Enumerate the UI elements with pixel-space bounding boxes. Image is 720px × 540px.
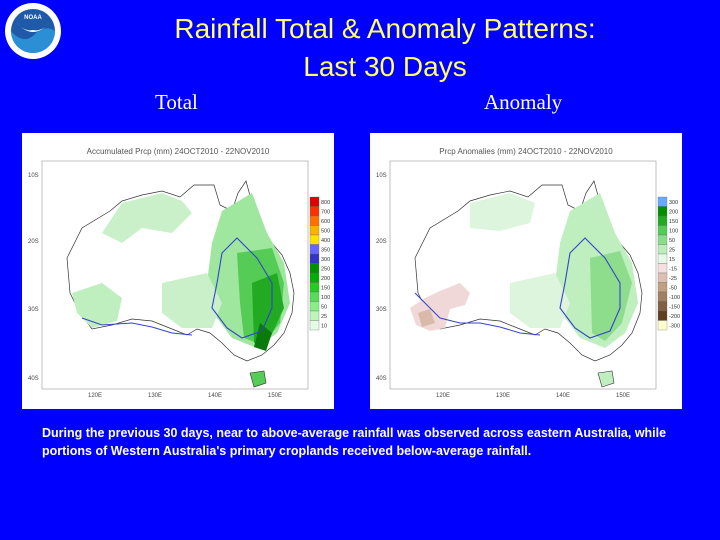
anomaly-map-title: Prcp Anomalies (mm) 24OCT2010 - 22NOV2010 bbox=[439, 147, 613, 156]
legend-swatch bbox=[658, 197, 667, 207]
svg-text:40S: 40S bbox=[28, 376, 39, 382]
legend-label: -200 bbox=[669, 314, 681, 320]
svg-text:30S: 30S bbox=[28, 307, 39, 313]
total-lon-labels bbox=[88, 393, 282, 399]
svg-text:20S: 20S bbox=[376, 239, 387, 245]
legend-swatch bbox=[658, 207, 667, 217]
legend-label: 25 bbox=[321, 314, 328, 320]
legend-swatch bbox=[310, 254, 319, 264]
legend-swatch bbox=[310, 216, 319, 226]
legend-swatch bbox=[658, 321, 667, 331]
legend-swatch bbox=[658, 273, 667, 283]
svg-text:10S: 10S bbox=[28, 173, 39, 179]
legend-swatch bbox=[310, 302, 319, 312]
legend-label: -50 bbox=[669, 285, 677, 292]
title-line-2: Last 30 Days bbox=[303, 51, 467, 82]
legend-swatch bbox=[310, 235, 319, 245]
legend-label: 500 bbox=[321, 228, 331, 235]
legend-label: -25 bbox=[669, 276, 677, 282]
legend-label: -300 bbox=[669, 323, 681, 330]
legend-label: 400 bbox=[321, 238, 331, 244]
anomaly-label: Anomaly bbox=[484, 90, 563, 114]
noaa-logo-icon bbox=[4, 2, 62, 60]
legend-swatch bbox=[310, 226, 319, 236]
svg-text:120E: 120E bbox=[88, 393, 103, 399]
title-line-1: Rainfall Total & Anomaly Patterns: bbox=[174, 13, 596, 44]
legend-swatch bbox=[310, 197, 319, 207]
total-lat-labels bbox=[28, 173, 39, 382]
legend-label: 800 bbox=[321, 200, 331, 206]
legend-label: 15 bbox=[669, 257, 676, 263]
legend-label: 150 bbox=[669, 219, 679, 225]
legend-swatch bbox=[310, 321, 319, 331]
legend-swatch bbox=[658, 264, 667, 274]
svg-text:130E: 130E bbox=[496, 393, 511, 399]
legend-label: 100 bbox=[321, 295, 331, 301]
legend-swatch bbox=[658, 254, 667, 264]
legend-swatch bbox=[310, 283, 319, 293]
svg-text:140E: 140E bbox=[208, 393, 223, 399]
svg-text:140E: 140E bbox=[556, 393, 571, 399]
svg-text:150E: 150E bbox=[616, 393, 631, 399]
svg-text:20S: 20S bbox=[28, 239, 39, 245]
page-title bbox=[100, 10, 670, 86]
legend-swatch bbox=[658, 216, 667, 226]
svg-text:120E: 120E bbox=[436, 393, 451, 399]
legend-swatch bbox=[658, 245, 667, 255]
legend-label: 50 bbox=[321, 304, 328, 311]
legend-swatch bbox=[310, 273, 319, 283]
legend-label: 150 bbox=[321, 285, 331, 292]
legend-swatch bbox=[658, 235, 667, 245]
legend-swatch bbox=[658, 311, 667, 321]
legend-label: 10 bbox=[321, 323, 328, 330]
legend-label: 50 bbox=[669, 238, 676, 244]
legend-label: 100 bbox=[669, 228, 679, 235]
legend-swatch bbox=[658, 292, 667, 302]
legend-swatch bbox=[658, 226, 667, 236]
legend-swatch bbox=[310, 292, 319, 302]
svg-text:130E: 130E bbox=[148, 393, 163, 399]
legend-label: 200 bbox=[669, 209, 679, 216]
anomaly-rainfall-map bbox=[370, 133, 682, 409]
legend-label: 300 bbox=[669, 200, 679, 206]
anomaly-lon-labels bbox=[436, 393, 630, 399]
legend-swatch bbox=[310, 264, 319, 274]
logo-text: NOAA bbox=[24, 15, 42, 21]
legend-label: 200 bbox=[321, 276, 331, 282]
total-rainfall-map bbox=[22, 133, 334, 409]
svg-text:10S: 10S bbox=[376, 173, 387, 179]
total-label: Total bbox=[155, 90, 198, 114]
legend-swatch bbox=[310, 311, 319, 321]
legend-swatch bbox=[310, 245, 319, 255]
svg-text:30S: 30S bbox=[376, 307, 387, 313]
legend-swatch bbox=[658, 283, 667, 293]
legend-label: -15 bbox=[669, 266, 677, 273]
legend-label: 700 bbox=[321, 209, 331, 216]
total-legend bbox=[310, 197, 330, 330]
legend-swatch bbox=[658, 302, 667, 312]
anomaly-lat-labels bbox=[376, 173, 387, 382]
legend-label: -150 bbox=[669, 304, 681, 311]
svg-text:150E: 150E bbox=[268, 393, 283, 399]
anomaly-legend bbox=[658, 197, 680, 330]
legend-label: 250 bbox=[321, 266, 331, 273]
legend-label: 300 bbox=[321, 257, 331, 263]
legend-label: -100 bbox=[669, 295, 681, 301]
svg-text:40S: 40S bbox=[376, 376, 387, 382]
total-map-title: Accumulated Prcp (mm) 24OCT2010 - 22NOV2010 bbox=[86, 147, 270, 156]
legend-label: 25 bbox=[669, 247, 676, 254]
legend-swatch bbox=[310, 207, 319, 217]
legend-label: 350 bbox=[321, 247, 331, 254]
caption: During the previous 30 days, near to above-average rainfall was observed across eastern Australia, while portions of Western Australia's primary croplands received below-average rainfall. bbox=[42, 426, 667, 458]
legend-label: 600 bbox=[321, 219, 331, 225]
